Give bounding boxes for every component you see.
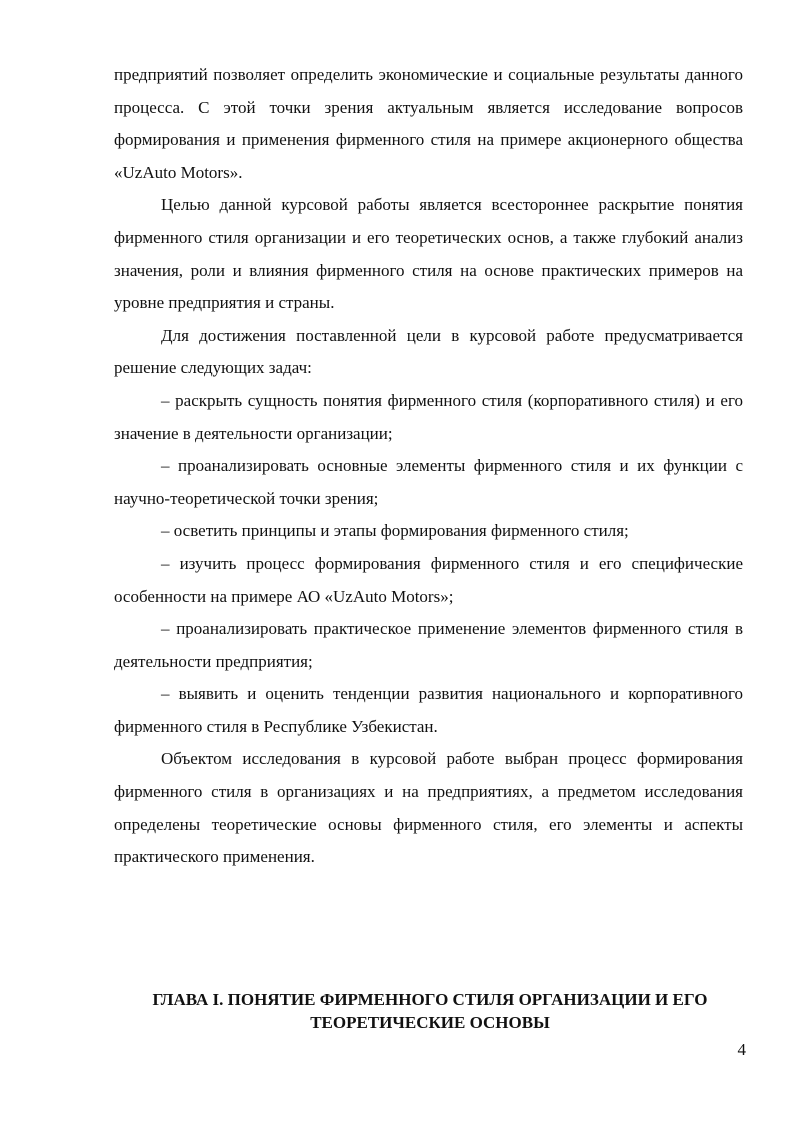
- body-text: [114, 59, 743, 874]
- chapter-heading: [110, 988, 750, 1034]
- list-item-task: – выявить и оценить тенденции развития национального и корпоративного фирменного стиля в Республике Узбекистан.: [114, 684, 743, 736]
- paragraph-tasks-intro: Для достижения поставленной цели в курсовой работе предусматривается решение следующих задач:: [114, 325, 743, 378]
- paragraph-object-subject: Объектом исследования в курсовой работе выбран процесс формирования фирменного стиля в организациях и на предприятиях, а предметом исследования определены теоретические основы фирменного стиля, его элементы и аспекты практического применения.: [114, 749, 743, 867]
- list-item-task: – проанализировать практическое применение элементов фирменного стиля в деятельности предприятия;: [114, 619, 743, 671]
- chapter-heading-line-2: ТЕОРЕТИЧЕСКИЕ ОСНОВЫ: [310, 1013, 550, 1032]
- page-number: 4: [737, 1040, 746, 1059]
- paragraph-goal: Целью данной курсовой работы является всестороннее раскрытие понятия фирменного стиля организации и его теоретических основ, а также глубокий анализ значения, роли и влияния фирменного стиля на основе практических примеров на уровне предприятия и страны.: [114, 195, 743, 313]
- chapter-heading-line-1: ГЛАВА I. ПОНЯТИЕ ФИРМЕННОГО СТИЛЯ ОРГАНИЗАЦИИ И ЕГО: [152, 990, 708, 1009]
- paragraph-intro-continuation: предприятий позволяет определить экономические и социальные результаты данного процесса. С этой точки зрения актуальным является исследование вопросов формирования и применения фирменного стиля на примере акционерного общества «UzAuto Motors».: [114, 65, 743, 182]
- list-item-task: – осветить принципы и этапы формирования фирменного стиля;: [161, 521, 629, 541]
- list-item-task: – проанализировать основные элементы фирменного стиля и их функции с научно-теоретической точки зрения;: [114, 456, 743, 508]
- list-item-task: – раскрыть сущность понятия фирменного стиля (корпоративного стиля) и его значение в деятельности организации;: [114, 390, 743, 443]
- list-item-task: – изучить процесс формирования фирменного стиля и его специфические особенности на примере АО «UzAuto Motors»;: [114, 553, 743, 606]
